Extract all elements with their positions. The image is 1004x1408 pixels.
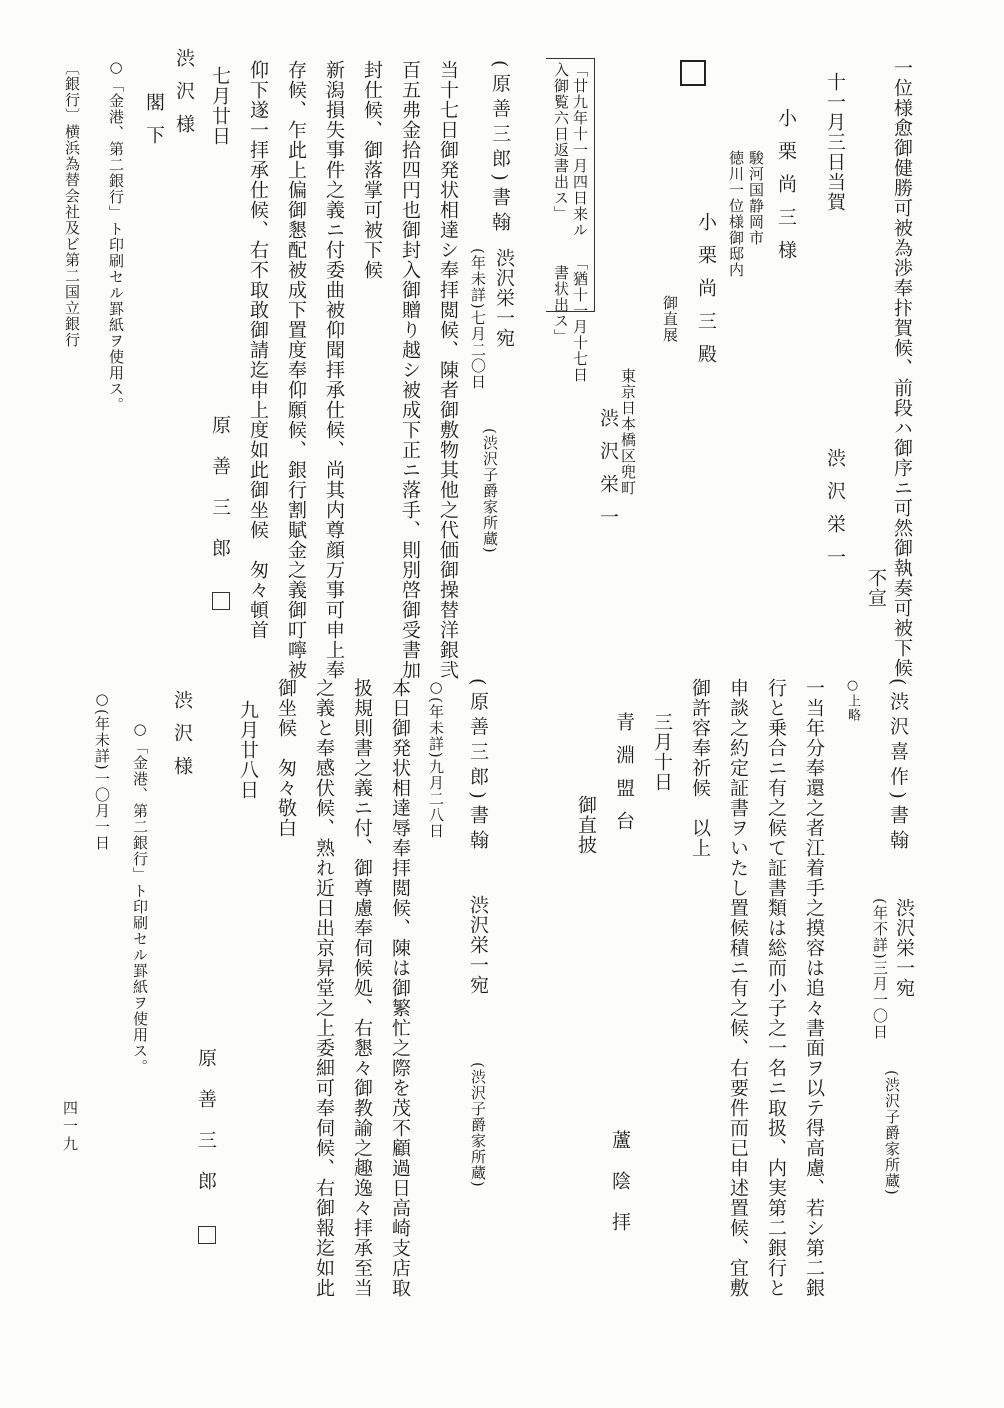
letter1-note-1: ○「金港、第二銀行」ト印刷セル罫紙ヲ使用ス。 — [107, 58, 125, 413]
top-line-1-end: 不宣 — [865, 568, 887, 608]
letter3-addressee: 渋沢栄一宛 — [467, 895, 489, 995]
letter2-body-1: 一当年分奉還之者江着手之摸容は追々書面ヲ以テ得高慮、若シ第二銀 — [803, 678, 825, 1298]
envelope-recipient: 小栗尚三殿 — [695, 212, 717, 377]
letter1-source: (渋沢子爵家所蔵) — [481, 428, 499, 554]
letter1-honorific: 閣下 — [143, 92, 165, 158]
letter1-body-3: 封仕候、御落掌可被下候 — [361, 60, 383, 280]
envelope-from-address: 東京日本橋区兜町 — [619, 368, 637, 496]
letter3-source: (渋沢子爵家所蔵) — [469, 1062, 487, 1188]
envelope-from-name: 渋沢栄一 — [597, 408, 619, 540]
letter1-heading: (原善三郎)書翰 — [489, 60, 511, 237]
letter2-body-3: 申談之約定証書ヲいたし置候積ニ有之候、右要件而已申述置候、宜敷 — [727, 678, 749, 1298]
envelope-box — [680, 60, 706, 86]
note-2a: 「猶十一月十七日 — [571, 255, 589, 383]
letter1-body-6: 仰下遂一拝承仕候、右不取敢御請迄申上度如此御坐候 匆々頓首 — [247, 60, 269, 640]
letter3-note-2: ○(年未詳)一〇月一日 — [93, 690, 111, 851]
letter3-body-2: 扱規則書之義ニ付、御尊慮奉伺候処、右懇々御教諭之趣逸々拝承至当 — [351, 678, 373, 1298]
letter3-date: ○(年未詳)九月二八日 — [427, 678, 445, 839]
top-recipient: 小栗尚三様 — [775, 108, 797, 273]
letter3-note-1: ○「金港、第二銀行」ト印刷セル罫紙ヲ使用ス。 — [131, 720, 149, 1075]
letter1-signature: 原善三郎 — [209, 415, 231, 579]
letter2-source: (渋沢子爵家所蔵) — [883, 1070, 901, 1196]
envelope-address-2: 徳川一位様御邸内 — [727, 150, 745, 278]
letter2-body-2: 行と乗合ニ有之候て証書類は総而小子之一名ニ取扱、内実第二銀行と — [765, 678, 787, 1298]
letter3-signature: 原善三郎 — [195, 1048, 217, 1212]
letter1-body-4: 新潟損失事件之義ニ付委曲被仰聞拝承仕候、尚其内尊顔万事可申上奉 — [323, 60, 345, 680]
letter1-addressee-line: 渋沢様 — [173, 48, 195, 147]
letter2-addressee-line: 青淵盟台 — [613, 712, 635, 844]
letter1-date-line: 七月廿日 — [209, 66, 231, 146]
top-line-1: 一位様愈御健勝可被為渉奉抃賀候、前段ハ御序ニ可然御執奏可被下候 — [891, 58, 913, 678]
letter1-addressee: 渋沢栄一宛 — [493, 248, 515, 348]
seal-icon — [212, 592, 230, 610]
seal-icon — [198, 1226, 216, 1244]
letter2-date: (年不詳)三月一〇日 — [871, 898, 889, 1040]
page-number: 四一九 — [61, 1100, 79, 1154]
letter2-omission: ○上略 — [845, 678, 860, 722]
letter2-addressee: 渋沢栄一宛 — [893, 898, 915, 998]
letter3-body-3: 之義と奉感伏候、熟れ近日出京昇堂之上委細可奉伺候、右御報迄如此 — [313, 678, 335, 1298]
top-sender: 渋沢栄一 — [824, 448, 846, 580]
letter3-body-4: 御坐候 匆々敬白 — [275, 678, 297, 838]
note-1b: 入御覧六日返書出ス」 — [552, 62, 570, 222]
letter3-body-1: 本日御発状相達辱奉拝閲候、陳は御繁忙之際を茂不顧過日高崎支店取 — [389, 678, 411, 1298]
letter2-direct: 御直披 — [575, 795, 597, 855]
letter3-addressee-line: 渋沢様 — [171, 690, 193, 789]
letter1-date: (年未詳)七月二〇日 — [469, 248, 487, 390]
letter1-body-5: 存候、乍此上偏御懇配被成下置度奉仰願候、銀行割賦金之義御叮嚀被 — [285, 60, 307, 680]
letter3-heading: (原善三郎)書翰 — [467, 678, 489, 855]
letter2-date-line: 三月十日 — [651, 712, 673, 792]
envelope-direct: 御直展 — [661, 295, 679, 343]
letter2-body-4: 御許容奉祈候 以上 — [689, 678, 711, 858]
letter3-date-line: 九月廿八日 — [237, 700, 259, 800]
letter2-signature: 蘆陰拝 — [609, 1130, 631, 1253]
note-2b: 書状出ス」 — [552, 265, 570, 345]
note-1a: 「廿九年十一月四日来ル — [571, 62, 589, 238]
letter1-body-1: 当十七日御発状相達シ奉拝閲候、陳者御敷物其他之代価御操替洋銀弐 — [437, 60, 459, 680]
envelope-address-1: 駿河国静岡市 — [747, 150, 765, 246]
letter2-heading: (渋沢喜作)書翰 — [887, 678, 909, 855]
letter1-note-2: 〔銀行〕横浜為替会社及ビ第二国立銀行 — [63, 60, 81, 348]
top-date: 十一月三日当賀 — [824, 72, 846, 212]
letter1-body-2: 百五弗金拾四円也御封入御贈り越シ被成下正ニ落手、則別啓御受書加 — [399, 60, 421, 680]
